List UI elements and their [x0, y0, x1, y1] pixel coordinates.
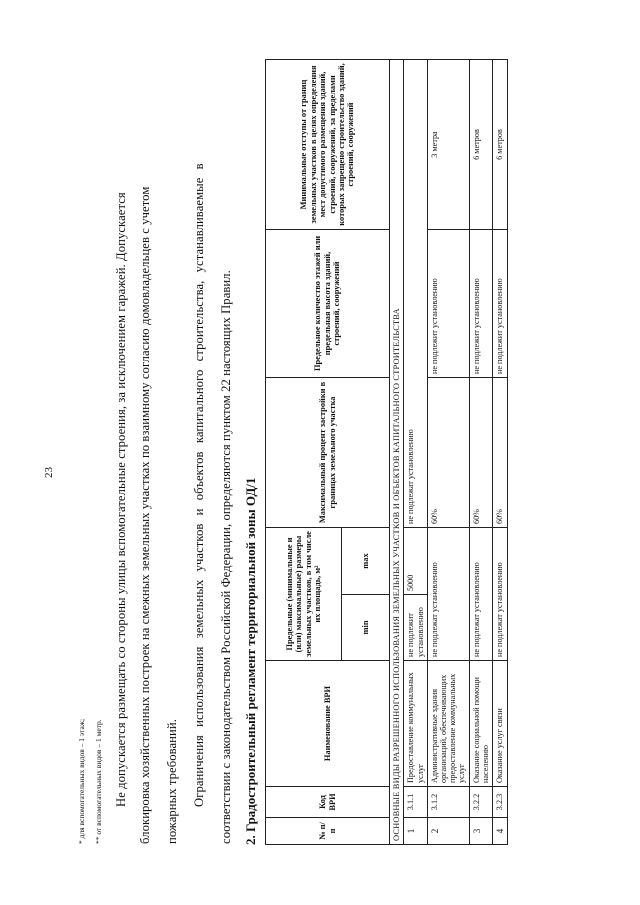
header-area-min: min: [342, 595, 390, 661]
row-name: Административные здания организаций, обеспечивающих предоставление коммунальных услуг: [427, 661, 469, 787]
header-floors: Предельное количество этажей или предельная высота зданий, строений, сооружений: [266, 230, 390, 378]
header-num: № п/п: [266, 818, 390, 845]
section-title-row: [390, 60, 404, 845]
paragraph-line: Ограничения использования земельных участков и объектов капитального строительства, устанавливаемые в: [192, 163, 206, 807]
row-code: 3.1.2: [427, 787, 469, 818]
row-num: 3: [469, 818, 492, 845]
row-max: 5000: [404, 528, 427, 595]
row-percent: 60%: [492, 378, 507, 528]
row-min: не подлежит установлению: [404, 595, 427, 661]
paragraph-line: Не допускается размещать со стороны улицы вспомогательные строения, за исключением гаражей. Допускается: [114, 192, 128, 807]
header-area: Предельные (минимальные и (или) максимальные) размеры земельных участков, в том числе их площадь, м²: [266, 528, 342, 661]
row-floors: не подлежит установлению: [492, 230, 507, 378]
paragraph-line: блокировка хозяйственных построек на смежных земельных участках по взаимному согласию домовладельцев с учетом: [138, 186, 152, 844]
table-row: [469, 60, 492, 845]
row-percent: 60%: [469, 378, 492, 528]
row-name: Предоставление коммунальных услуг: [404, 661, 427, 787]
footnote-setback: ** от вспомогательных видов – 1 метр.: [94, 719, 103, 844]
row-num: 2: [427, 818, 469, 845]
table-row: [427, 60, 469, 845]
row-setbacks: 6 метров: [469, 60, 492, 230]
row-code: 3.1.1: [404, 787, 427, 818]
header-area-max: max: [342, 528, 390, 595]
row-setbacks: 6 метров: [492, 60, 507, 230]
row-floors: не подлежит установлению: [469, 230, 492, 378]
row-num: 1: [404, 818, 427, 845]
row-setbacks: 3 метра: [427, 60, 469, 230]
row-num: 4: [492, 818, 507, 845]
row-name: Оказание социальной помощи населению: [469, 661, 492, 787]
header-code: Код ВРИ: [266, 787, 390, 818]
header-name: Наименование ВРИ: [266, 661, 390, 787]
header-percent: Максимальный процент застройки в границах земельного участка: [266, 378, 390, 528]
table-row: [492, 60, 507, 845]
row-minmax: не подлежат установлению: [427, 528, 469, 661]
page-number: 23: [43, 467, 55, 478]
header-setbacks: Минимальные отступы от границ земельных участков в целях определения мест допустимого размещения зданий, строений, сооружений, за пределами которых запрещено строительство зданий, строений, сооружений: [266, 60, 390, 230]
row-code: 3.2.2: [469, 787, 492, 818]
row-floors: не подлежит установлению: [427, 230, 469, 378]
row-percent: 60%: [427, 378, 469, 528]
row-minmax: не подлежат установлению: [492, 528, 507, 661]
table-row: [404, 60, 427, 845]
row-name: Оказание услуг связи: [492, 661, 507, 787]
paragraph-line: пожарных требований.: [165, 719, 179, 844]
row-code: 3.2.3: [492, 787, 507, 818]
paragraph-line: соответствии с законодательством Российской Федерации, определяются пунктом 22 настоящих Правил.: [219, 270, 233, 844]
section-title: ОСНОВНЫЕ ВИДЫ РАЗРЕШЕННОГО ИСПОЛЬЗОВАНИЯ ЗЕМЕЛЬНЫХ УЧАСТКОВ И ОБЪЕКТОВ КАПИТАЛЬНОГО СТРОИТЕЛЬСТВА: [390, 60, 404, 845]
row-minmax: не подлежат установлению: [469, 528, 492, 661]
regulation-table: [265, 59, 508, 845]
row-percent-floors-setbacks: не подлежат установлению: [404, 60, 427, 528]
section-heading: 2. Градостроительный регламент территориальной зоны ОД/1: [243, 477, 258, 845]
footnote-floors: * для вспомогательных видов – 1 этаж;: [77, 718, 86, 844]
